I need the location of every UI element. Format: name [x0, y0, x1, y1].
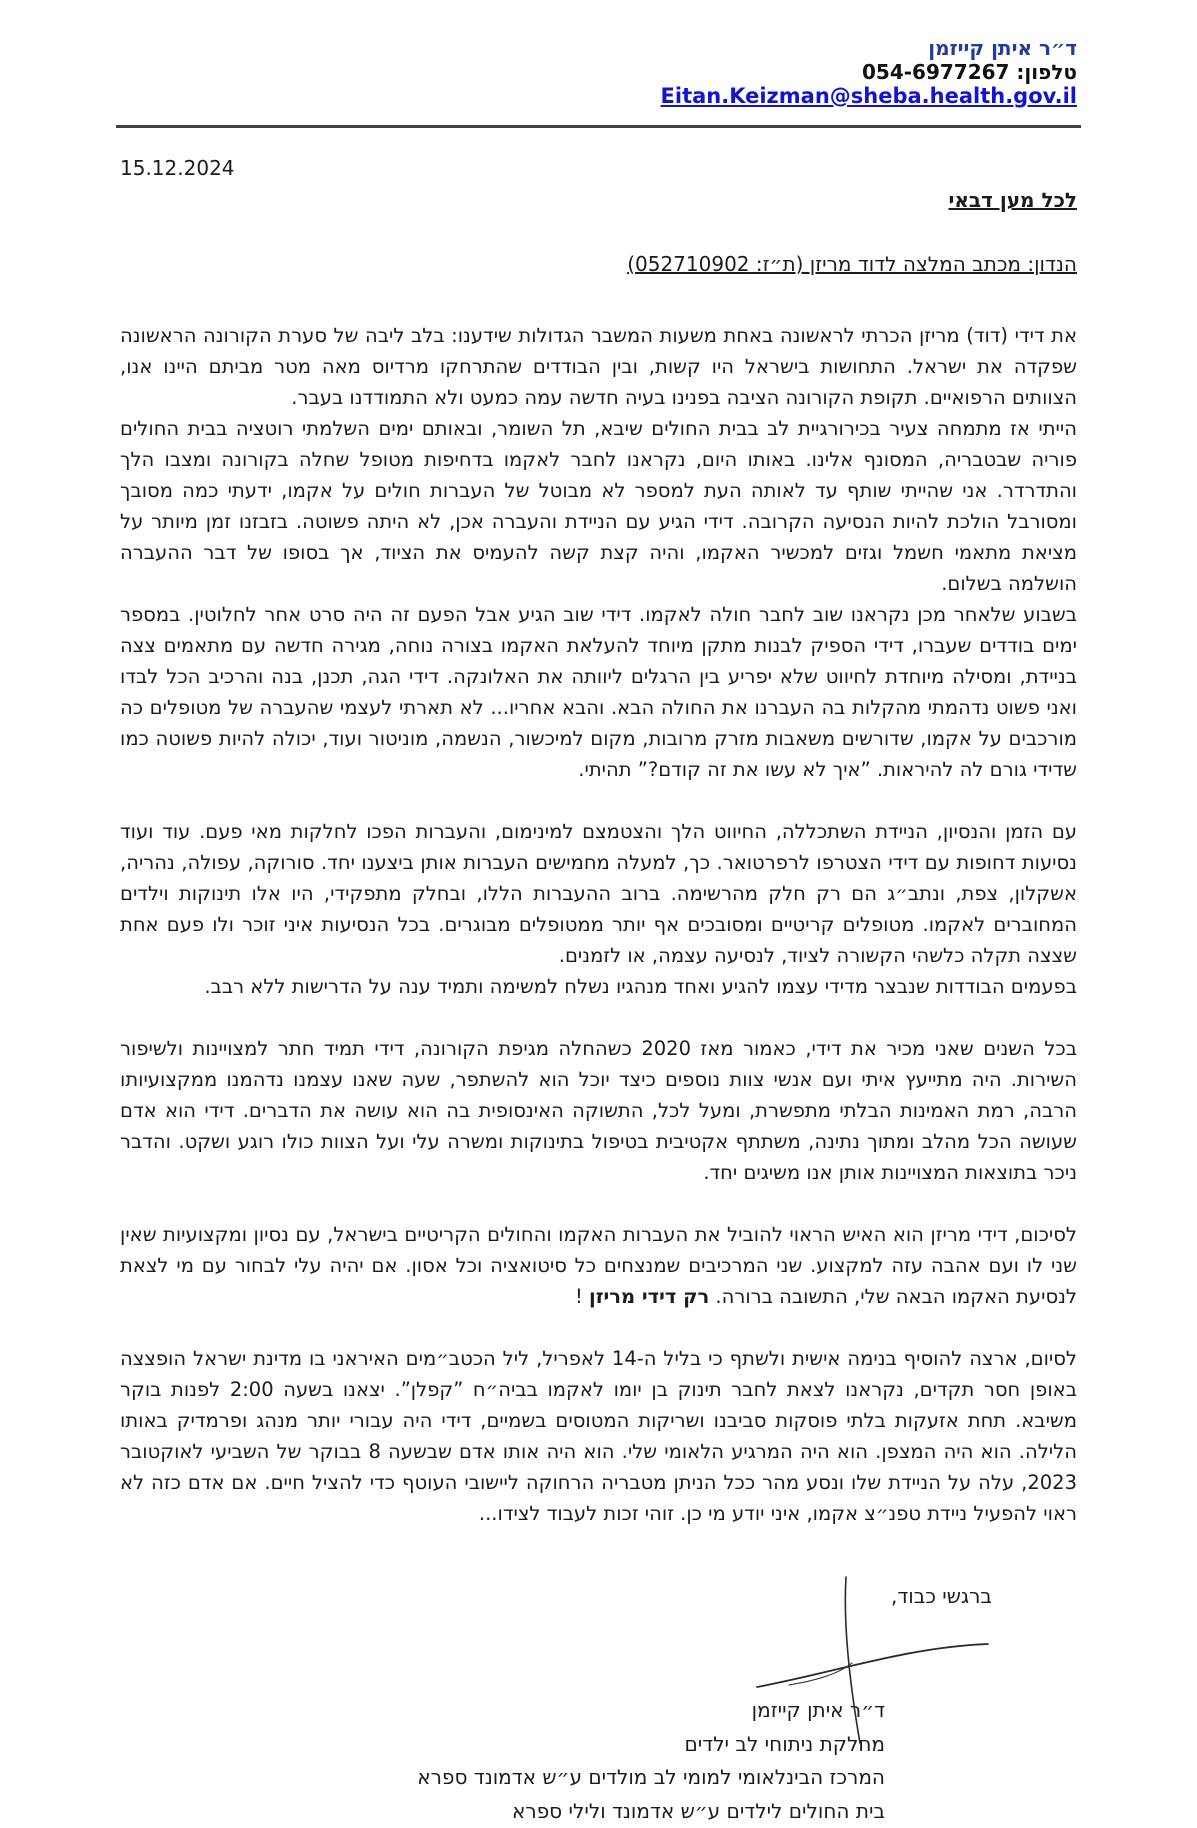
signer-department: מחלקת ניתוחי לב ילדים [120, 1728, 885, 1762]
body-paragraph-experience: עם הזמן והנסיון, הניידת השתכללה, החיווט הלך והצטמצם למינימום, והעברות הפכו לחלקות מאי פעם. עוד ועוד נסיעות דחופות עם דידי הצטרפו לרפרטואר. כך, למעלה מחמישים העברות אותן ביצענו יחד. סורוקה, עפולה, נהריה, אשקלון, צפת, ונתב״ג הם רק חלק מהרשימה. ברוב ההעברות הללו, ובחלק מתפקידי, היו אלו תינוקות וילדים המחוברים לאקמו. מטופלים קריטיים ומסובכים אף יותר ממטופלים מבוגרים. בכל הנסיעות איני זוכר ולו פעם אחת שצצה תקלה כלשהי הקשורה לציוד, לנסיעה עצמה, או לזמנים. [120, 816, 1077, 971]
letter-body [120, 320, 1077, 1529]
header-divider [116, 125, 1081, 128]
valediction: ברגשי כבוד, [120, 1581, 992, 1612]
subject-line: הנדון: מכתב המלצה לדוד מריזן (ת״ז: 052710902) [120, 252, 1077, 276]
signer-name: ד״ר איתן קייזמן [120, 1694, 885, 1728]
body-paragraph-personal-note: לסיום, ארצה להוסיף בנימה אישית ולשתף כי בליל ה-14 לאפריל, ליל הכטב״מים האיראני בו מדינת ישראל הופצצה באופן חסר תקדים, נקראנו לצאת לחבר תינוק בן יומו לאקמו בביה״ח ”קפלן”. יצאנו בשעה 2:00 לפנות בוקר משיבא. תחת אזעקות בלתי פוסקות סביבנו ושריקות המטוסים בשמיים, דידי היה עבורי יותר מנהג ופרמדיק באותו הלילה. הוא היה המצפן. הוא היה המרגיע הלאומי שלי. הוא היה אותו אדם שבשעה 8 בבוקר של השביעי לאוקטובר 2023, עלה על הניידת שלו ונסע מהר ככל הניתן מטבריה הרחוקה ליישובי העוטף כדי להציל חיים. אם אדם כזה לא ראוי להפעיל ניידת טפנ״צ אקמו, איני יודע מי כן. זוהי זכות לעבוד לצידו... [120, 1343, 1077, 1529]
summary-bold-text: רק דידי מריזן [589, 1285, 709, 1308]
closing-block [120, 1581, 1077, 1828]
recipient-line: לכל מען דבאי [120, 188, 1077, 212]
signer-details [120, 1694, 885, 1828]
letterhead [120, 36, 1077, 109]
body-paragraph-summary [120, 1219, 1077, 1312]
body-paragraph-intro: את דידי (דוד) מריזן הכרתי לראשונה באחת משעות המשבר הגדולות שידענו: בלב ליבה של סערת הקורונה הראשונה שפקדה את ישראל. התחושות בישראל היו קשות, ובין הבודדים שהתרחקו מרדיוס מאה מטר מביתם היינו אנו, הצוותים הרפואיים. תקופת הקורונה הציבה בפנינו בעיה חדשה עמה כמעט ולא התמודדנו בעבר. [120, 320, 1077, 413]
sender-email-link[interactable]: Eitan.Keizman@sheba.health.gov.il [661, 84, 1077, 109]
summary-text: לסיכום, דידי מריזן הוא האיש הראוי להוביל את העברות האקמו והחולים הקריטיים בישראל, עם נסיון ומקצועיות שאין שני לו ועם אהבה עזה למקצוע. שני המרכיבים שמנצחים כל סיטואציה וכל אסון. אם יהיה עלי לבחור עם מי לצאת לנסיעת האקמו הבאה שלי, התשובה ברורה. [120, 1223, 1077, 1308]
letter-date: 15.12.2024 [120, 156, 1077, 180]
sender-phone: טלפון: 054-6977267 [120, 60, 1077, 84]
sender-name: ד״ר איתן קייזמן [120, 36, 1077, 60]
body-paragraph-second-transfer: בשבוע שלאחר מכן נקראנו שוב לחבר חולה לאקמו. דידי שוב הגיע אבל הפעם זה היה סרט אחר לחלוטין. במספר ימים בודדים שעברו, דידי הספיק לבנות מתקן מיוחד להעלאת האקמו בצורה נוחה, מגירה חדשה עם מתאמים צצה בניידת, ומסילה מיוחדת לחיווט שלא יפריע בין הרגלים ליוותה את האלונקה. דידי הגה, תכנן, בנה והרכיב הכל לבדו ואני פשוט נדהמתי מהקלות בה העברנו את החולה הבא. והבא אחריו... לא תארתי לעצמי שהעברה של מטופלים כה מורכבים על אקמו, שדורשים משאבות מזרק מרובות, מקום למיכשור, הנשמה, מוניטור ועוד, יכולה להיות פשוטה כמו שדידי גורם לה להיראות. ”איך לא עשו את זה קודם?” תהיתי. [120, 599, 1077, 785]
body-paragraph-first-transfer: הייתי אז מתמחה צעיר בכירורגיית לב בבית החולים שיבא, תל השומר, ובאותם ימים השלמתי רוטציה בבית החולים פוריה שבטבריה, המסונף אלינו. באותו היום, נקראנו לחבר לאקמו בדחיפות מטופל שחלה בקורונה ומצבו הלך והתדרדר. אני שהייתי שותף עד לאותה העת למספר לא מבוטל של העברות חולים על אקמו, ידעתי כמה מסובך ומסורבל הולכת להיות הנסיעה הקרובה. דידי הגיע עם הניידת והעברה אכן, לא היתה פשוטה. בזבזנו זמן מיותר על מציאת מתאמי חשמל וגזים למכשיר האקמו, והיה קצת קשה להעמיס את הציוד, אך בסופו של דבר ההעברה הושלמה בשלום. [120, 413, 1077, 599]
summary-exclamation: ! [575, 1285, 589, 1308]
body-paragraph-excellence: בכל השנים שאני מכיר את דידי, כאמור מאז 2020 כשהחלה מגיפת הקורונה, דידי תמיד חתר למצויינות ולשיפור השירות. היה מתייעץ איתי ועם אנשי צוות נוספים כיצד יוכל הוא להשתפר, שעה שאנו עצמנו נדהמנו ממקצועיותו הרבה, רמת האמינות הבלתי מתפשרת, ומעל לכל, התשוקה האינסופית בה הוא עושה את הדברים. דידי הוא אדם שעושה הכל מהלב ומתוך נתינה, משתתף אקטיבית בטיפול בתינוקות ומשרה עלי ועל הצוות כולו רוגע ושקט. והדבר ניכר בתוצאות המצויינות אותן אנו משיגים יחד. [120, 1033, 1077, 1188]
signer-center: המרכז הבינלאומי למומי לב מולדים ע״ש אדמונד ספרא [120, 1761, 885, 1795]
body-paragraph-drivers: בפעמים הבודדות שנבצר מדידי עצמו להגיע ואחד מנהגיו נשלח למשימה ותמיד ענה על הדרישות ללא רבב. [120, 971, 1077, 1002]
signer-hospital: בית החולים לילדים ע״ש אדמונד ולילי ספרא [120, 1795, 885, 1828]
